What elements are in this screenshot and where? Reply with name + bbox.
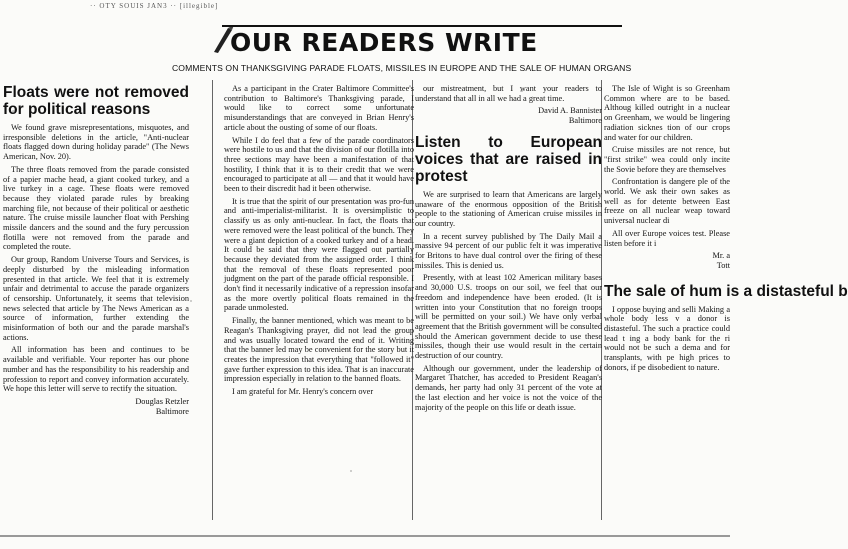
paragraph: Confrontation is dangere ple of the world. We ask their own sakes as well as for detente between East freeze on all nuclear weap toward universal nuclear di — [604, 177, 730, 226]
signature-place: Baltimore — [155, 406, 189, 416]
scan-speck — [190, 300, 192, 302]
paragraph: Although our government, under the leadership of Margaret Thatcher, has acceded to President Reagan's demands, her party had only 31 percent of the vote at the last election and her voice is not the voice of the majority of the people on this life or death issue. — [415, 363, 602, 412]
page-subtitle: COMMENTS ON THANKSGIVING PARADE FLOATS, MISSILES IN EUROPE AND THE SALE OF HUMAN ORGANS — [172, 63, 632, 73]
paragraph: All information has been and continues to be available and verifiable. Your reporter has our phone number and has the responsibility to his readership and profession to report and convey information accurately. We hope this letter will serve to rectify the situation. — [3, 345, 189, 394]
paragraph: I am grateful for Mr. Henry's concern over — [232, 387, 374, 397]
letter-european-voices — [415, 84, 602, 415]
paragraph: In a recent survey published by The Daily Mail a massive 94 percent of our public felt it was imperative for Britons to have dual control over the firing of these missiles. This is denied us. — [415, 231, 602, 270]
letter-isle-of-wight — [604, 84, 848, 376]
paragraph: We are surprised to learn that Americans are largely unaware of the enormous opposition of the British people to the stationing of American cruise missiles in our country. — [415, 189, 602, 228]
paragraph: As a participant in the Crater Baltimore Committee's contribution to Baltimore's Thanksgiving parade, I would like to correct some unfortunate misunderstandings that are conveyed in Brian Henry's article about the ousting of some of our floats. — [224, 84, 414, 132]
scan-speck — [350, 470, 352, 472]
column-divider — [212, 80, 213, 520]
paragraph: Finally, the banner mentioned, which was meant to be Reagan's Thanksgiving prayer, did not lead the group and was usually located toward the end of it. Writing that the banner led may be convenient for the story but it creates the impression that everything that "followed it" gave further expression to this idea. That is an inaccurate impression especially in relation to the banned floats. — [224, 316, 414, 384]
paragraph: The three floats removed from the parade consisted of a papier mache head, a giant cooked turkey, and a live turkey in a cage. These floats were removed because they violated parade rules by breaking marching file, not because of their political or aesthetic nature. The cruise missile launcher float with Pershing missile dancers and the sound and the fury percussion flotilla were not removed from the parade and completed the route. — [3, 164, 189, 252]
scan-speck — [12, 110, 15, 113]
headline-sale-of-organs: The sale of hum is a distasteful b — [604, 282, 848, 300]
masthead-rule — [222, 25, 622, 27]
headline-european-voices: Listen to European voices that are raised in protest — [415, 133, 602, 185]
paragraph: While I do feel that a few of the parade coordinators were hostile to us and that the division of our flotilla into three sections may have been a manifestation of that hostility, I think that it is to their credit that we were encouraged to participate at all — and that it would have been to their discredit had it been otherwise. — [224, 135, 414, 194]
letter-floats-continued — [224, 84, 414, 400]
headline-floats: Floats were not removed for political reasons — [3, 84, 189, 118]
signature-name: David A. Bannister — [538, 106, 602, 116]
paragraph: Presently, with at least 102 American military bases and 30,000 U.S. troops on our soil, we feel that our freedom and independence have been eroded. (It is written into your Constitution that no foreign troops will be permitted on your soil.) We have only verbal agreement that the British government will be consulted should the American government decide to use these missiles, though their use would result in the certain destruction of our country. — [415, 273, 602, 361]
bottom-rule — [0, 535, 730, 537]
page-title: OUR READERS WRITE — [230, 28, 538, 57]
paragraph: Cruise missiles are not rence, but "first strike" wea could only incite the Sovie before they are themselves — [604, 145, 730, 174]
signature-name: Mr. a — [712, 251, 730, 261]
signature-place: Tott — [716, 260, 730, 270]
paragraph: Our group, Random Universe Tours and Services, is deeply disturbed by the misleading information presented in that article. We feel that it is extremely unfair and detrimental to accuse the parade organizers of censorship. Unfortunately, it seems that television news selected that article by The News American as a source of information, further extending the misinformation of both our and the parade marshal's actions. — [3, 255, 189, 342]
paragraph: It is true that the spirit of our presentation was pro-fun and anti-imperialist-militarist. It is oversimplistic to classify us as only anti-nuclear. In fact, the floats that were removed were the least political of the bunch. They were a giant depiction of a cooked turkey and of a head. It could be said that they were flagged out partially because they deviated from the assigned order. I think that the removal of these floats represented poor judgment on the part of the parade official responsible. I don't find it necessarily indicative of a repression insofar as the more overtly political floats remained in the parade unmolested. — [224, 196, 414, 313]
signature-name: Douglas Retzler — [135, 396, 189, 406]
scan-speck — [520, 90, 523, 92]
signature-place: Baltimore — [568, 116, 602, 126]
paragraph: All over Europe voices test. Please listen before it i — [604, 228, 730, 248]
paragraph: I oppose buying and selli Making a whole body less v a donor is distasteful. The such a practice could lead t ing a body bank for the ri would not be such a dema and for transplants, with pe high prices to donors, if pe disobedient to nature. — [604, 304, 730, 372]
top-strip: ·· OTY SOUIS JAN3 ·· [illegible] — [90, 2, 219, 10]
paragraph: The Isle of Wight is so Greenham Common where are to be based. Althoug killed outright in a nuclear on Greenham, we would be lingering radiation sicknes tion of our crops and water for our children. — [604, 84, 730, 142]
letter-floats — [3, 84, 189, 416]
paragraph: our mistreatment, but I want your readers to understand that all in all we had a great time. — [415, 84, 602, 103]
paragraph: We found grave misrepresentations, misquotes, and irresponsible deletions in the article, "Anti-nuclear floats flagged down during holiday parade" (The News American, Nov. 20). — [3, 123, 189, 162]
